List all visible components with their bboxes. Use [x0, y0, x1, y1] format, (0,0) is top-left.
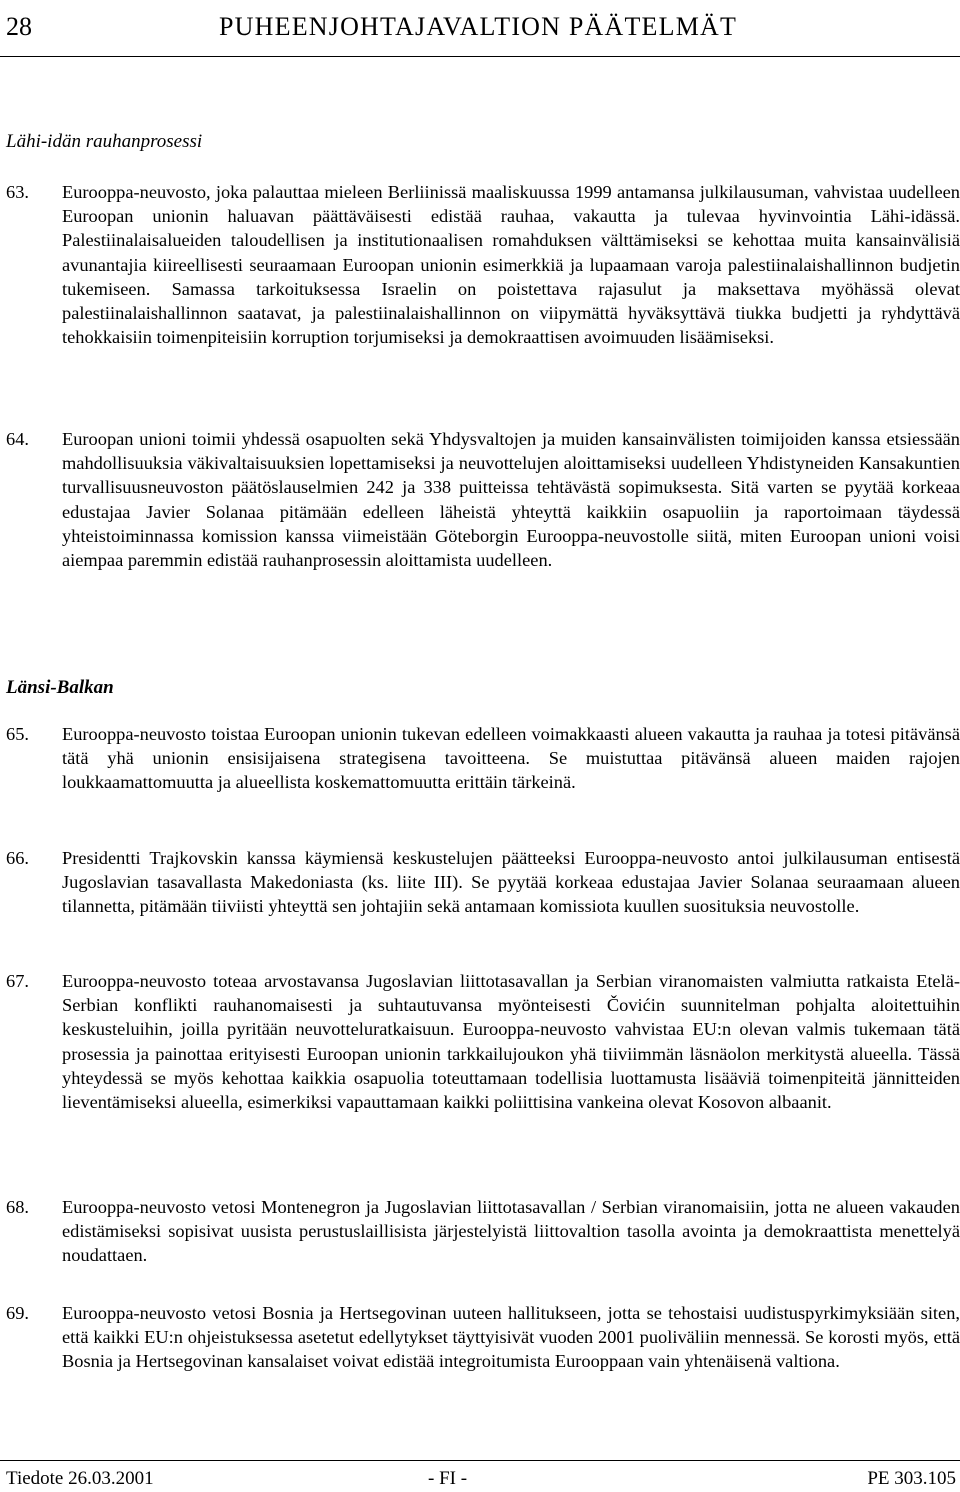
footer-document-reference: PE 303.105 [867, 1468, 956, 1489]
paragraph-number: 68. [6, 1197, 29, 1217]
paragraph-text: Euroopan unioni toimii yhdessä osapuolten sekä Yhdysvaltojen ja muiden kansainvälisten toimijoiden kanssa etsiessään mahdollisuuksia väkivaltaisuuksien lopettamiseksi ja neuvottelujen aloittamiseksi uudelleen Yhdistyneiden Kansakuntien turvallisuusneuvoston päätöslauselmien 242 ja 338 puitteissa tehtävästä sopimuksesta. Sitä varten se pyytää korkeaa edustajaa Javier Solanaa pitämään edelleen läheistä yhteyttä kaikkiin osapuoliin ja raportoimaan täydessä yhteistoiminnassa komission kanssa viimeistään Göteborgin Eurooppa-neuvostolle siitä, miten Euroopan unioni voisi aiempaa paremmin edistää rauhanprosessin aloittamista uudelleen. [62, 429, 960, 571]
page-title: PUHEENJOHTAJAVALTION PÄÄTELMÄT [219, 12, 738, 41]
paragraph-number: 64. [6, 429, 29, 449]
page-number: 28 [6, 12, 32, 41]
paragraph-text: Presidentti Trajkovskin kanssa käymiensä keskustelujen päätteeksi Eurooppa-neuvosto antoi julkilausuman entisestä Jugoslavian tasavallasta Makedoniasta (ks. liite III). Se pyytää korkeaa edustajaa Javier Solanaa seuraamaan alueen tilannetta, pitämään tiiviisti yhteyttä sen johtajiin sekä antamaan komissiota kuullen suosituksia neuvostolle. [62, 848, 960, 917]
section-heading-western-balkans: Länsi-Balkan [6, 677, 114, 698]
footer-language: - FI - [428, 1468, 468, 1489]
paragraph-text: Eurooppa-neuvosto toistaa Euroopan unionin tukevan edelleen voimakkaasti alueen vakautta ja rauhaa ja totesi pitävänsä tätä yhä unionin ensisijaisena strategisena tavoitteena. Se muistuttaa pitävänsä alueen maiden rajojen loukkaamattomuutta ja alueellista koskemattomuutta erittäin tärkeinä. [62, 724, 960, 793]
paragraph-number: 67. [6, 971, 29, 991]
paragraph-text: Eurooppa-neuvosto vetosi Bosnia ja Hertsegovinan uuteen hallitukseen, jotta se tehostaisi uudistuspyrkimyksiään siten, että kaikki EU:n ohjeistuksessa asetetut edellytykset täyttyisivät vuoden 2001 puoliväliin mennessä. Se korosti myös, että Bosnia ja Hertsegovinan kansalaiset voivat edistää integroitumista Eurooppaan vain yhtenäisenä valtiona. [62, 1303, 960, 1372]
page-footer [0, 1460, 960, 1492]
paragraph-text: Eurooppa-neuvosto, joka palauttaa mieleen Berliinissä maaliskuussa 1999 antamansa julkilausuman, vahvistaa uudelleen Euroopan unionin haluavan päättäväisesti edistää rauhaa, vakautta ja tulevaa hyvinvointia Lähi-idässä. Palestiinalaisalueiden taloudellisen ja institutionaalisen romahduksen välttämiseksi se kehottaa muita kansainvälisiä avunantajia kiireellisesti seuraamaan Euroopan unionin esimerkkiä ja lupaamaan varoja palestiinalaishallinnon budjetin tukemiseen. Samassa tarkoituksessa Israelin on poistettava rajasulut ja maksettava myöhässä olevat palestiinalaishallinnon saatavat, ja palestiinalaishallinnon on viipymättä hyväksyttävä tiukka budjetti ja ryhdyttävä tehokkaisiin toimenpiteisiin korruption torjumiseksi ja demokraattisen avoimuuden lisäämiseksi. [62, 182, 960, 348]
page-header [0, 0, 960, 57]
paragraph-number: 66. [6, 848, 29, 868]
paragraph-number: 65. [6, 724, 29, 744]
paragraph-text: Eurooppa-neuvosto toteaa arvostavansa Jugoslavian liittotasavallan ja Serbian viranomaisten valmiutta ratkaista Etelä-Serbian konflikti rauhanomaisesti ja suhtautuvansa myönteisesti Čovićin suunnitelman pohjalta aloitettuihin keskusteluihin, joilla pyritään neuvotteluratkaisuun. Eurooppa-neuvosto vahvistaa EU:n olevan valmis tukemaan tätä prosessia ja painottaa erityisesti Euroopan unionin tarkkailujoukon yhä tiiviimmän läsnäolon merkitystä alueella. Tässä yhteydessä se myös kehottaa kaikkia osapuolia toteuttamaan todellisia luottamusta lisääviä toimenpiteitä jännitteiden lieventämiseksi alueella, esimerkiksi vapauttamaan kaikki poliittisina vankeina olevat Kosovon albaanit. [62, 971, 960, 1113]
section-heading-middle-east: Lähi-idän rauhanprosessi [6, 131, 203, 152]
paragraph-number: 69. [6, 1303, 29, 1323]
footer-bulletin-date: Tiedote 26.03.2001 [6, 1468, 154, 1489]
paragraph-text: Eurooppa-neuvosto vetosi Montenegron ja Jugoslavian liittotasavallan / Serbian viranomaisiin, jotta ne alueen vakauden edistämiseksi sopisivat uusista perustuslaillisista järjestelyistä liittovaltion tasolla avointa ja demokraattista menettelyä noudattaen. [62, 1197, 960, 1266]
paragraph-number: 63. [6, 182, 29, 202]
